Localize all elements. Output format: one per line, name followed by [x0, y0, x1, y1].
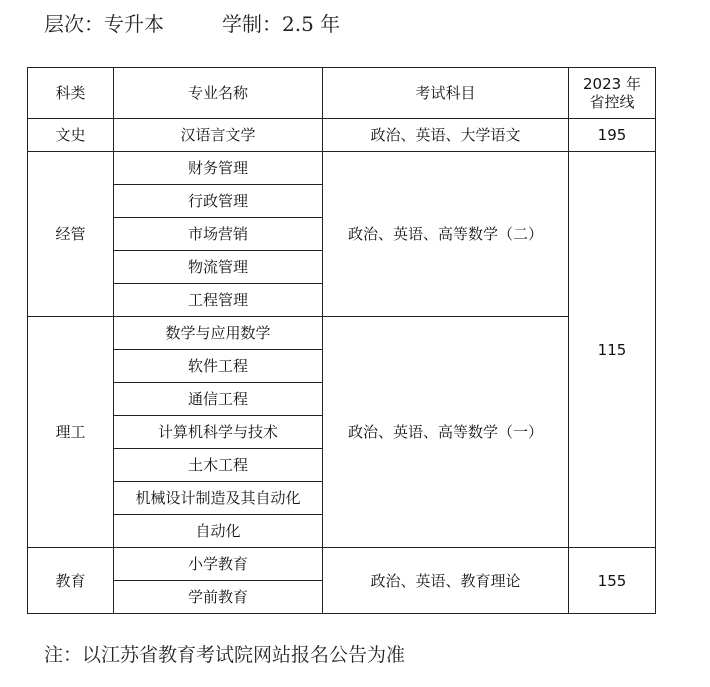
score-cell: 115 [569, 152, 656, 548]
major-cell: 汉语言文学 [114, 119, 323, 152]
column-header-major: 专业名称 [114, 68, 323, 119]
duration-label: 学制： [222, 12, 282, 36]
header-line [44, 10, 340, 38]
major-cell: 土木工程 [114, 449, 323, 482]
category-cell: 经管 [28, 152, 114, 317]
column-header-category: 科类 [28, 68, 114, 119]
subjects-cell: 政治、英语、大学语文 [323, 119, 569, 152]
table-body [28, 119, 656, 614]
major-cell: 物流管理 [114, 251, 323, 284]
table-header-row [28, 68, 656, 119]
subjects-cell: 政治、英语、高等数学（一） [323, 317, 569, 548]
level-label: 层次： [44, 12, 104, 36]
major-cell: 机械设计制造及其自动化 [114, 482, 323, 515]
score-cell: 155 [569, 548, 656, 614]
table-row [28, 119, 656, 152]
major-cell: 工程管理 [114, 284, 323, 317]
major-cell: 市场营销 [114, 218, 323, 251]
level-value: 专升本 [104, 12, 164, 36]
duration-value: 2.5 年 [282, 12, 341, 36]
column-header-score: 2023 年 省控线 [569, 68, 656, 119]
subjects-cell: 政治、英语、高等数学（二） [323, 152, 569, 317]
major-cell: 数学与应用数学 [114, 317, 323, 350]
major-cell: 小学教育 [114, 548, 323, 581]
major-cell: 学前教育 [114, 581, 323, 614]
column-header-subjects: 考试科目 [323, 68, 569, 119]
score-cell: 195 [569, 119, 656, 152]
category-cell: 文史 [28, 119, 114, 152]
major-cell: 行政管理 [114, 185, 323, 218]
category-cell: 教育 [28, 548, 114, 614]
table-row [28, 152, 656, 185]
major-cell: 软件工程 [114, 350, 323, 383]
table-row [28, 548, 656, 581]
table-row [28, 317, 656, 350]
admission-table [27, 67, 656, 614]
major-cell: 财务管理 [114, 152, 323, 185]
major-cell: 通信工程 [114, 383, 323, 416]
major-cell: 自动化 [114, 515, 323, 548]
category-cell: 理工 [28, 317, 114, 548]
footnote: 注：以江苏省教育考试院网站报名公告为准 [44, 644, 406, 666]
major-cell: 计算机科学与技术 [114, 416, 323, 449]
subjects-cell: 政治、英语、教育理论 [323, 548, 569, 614]
